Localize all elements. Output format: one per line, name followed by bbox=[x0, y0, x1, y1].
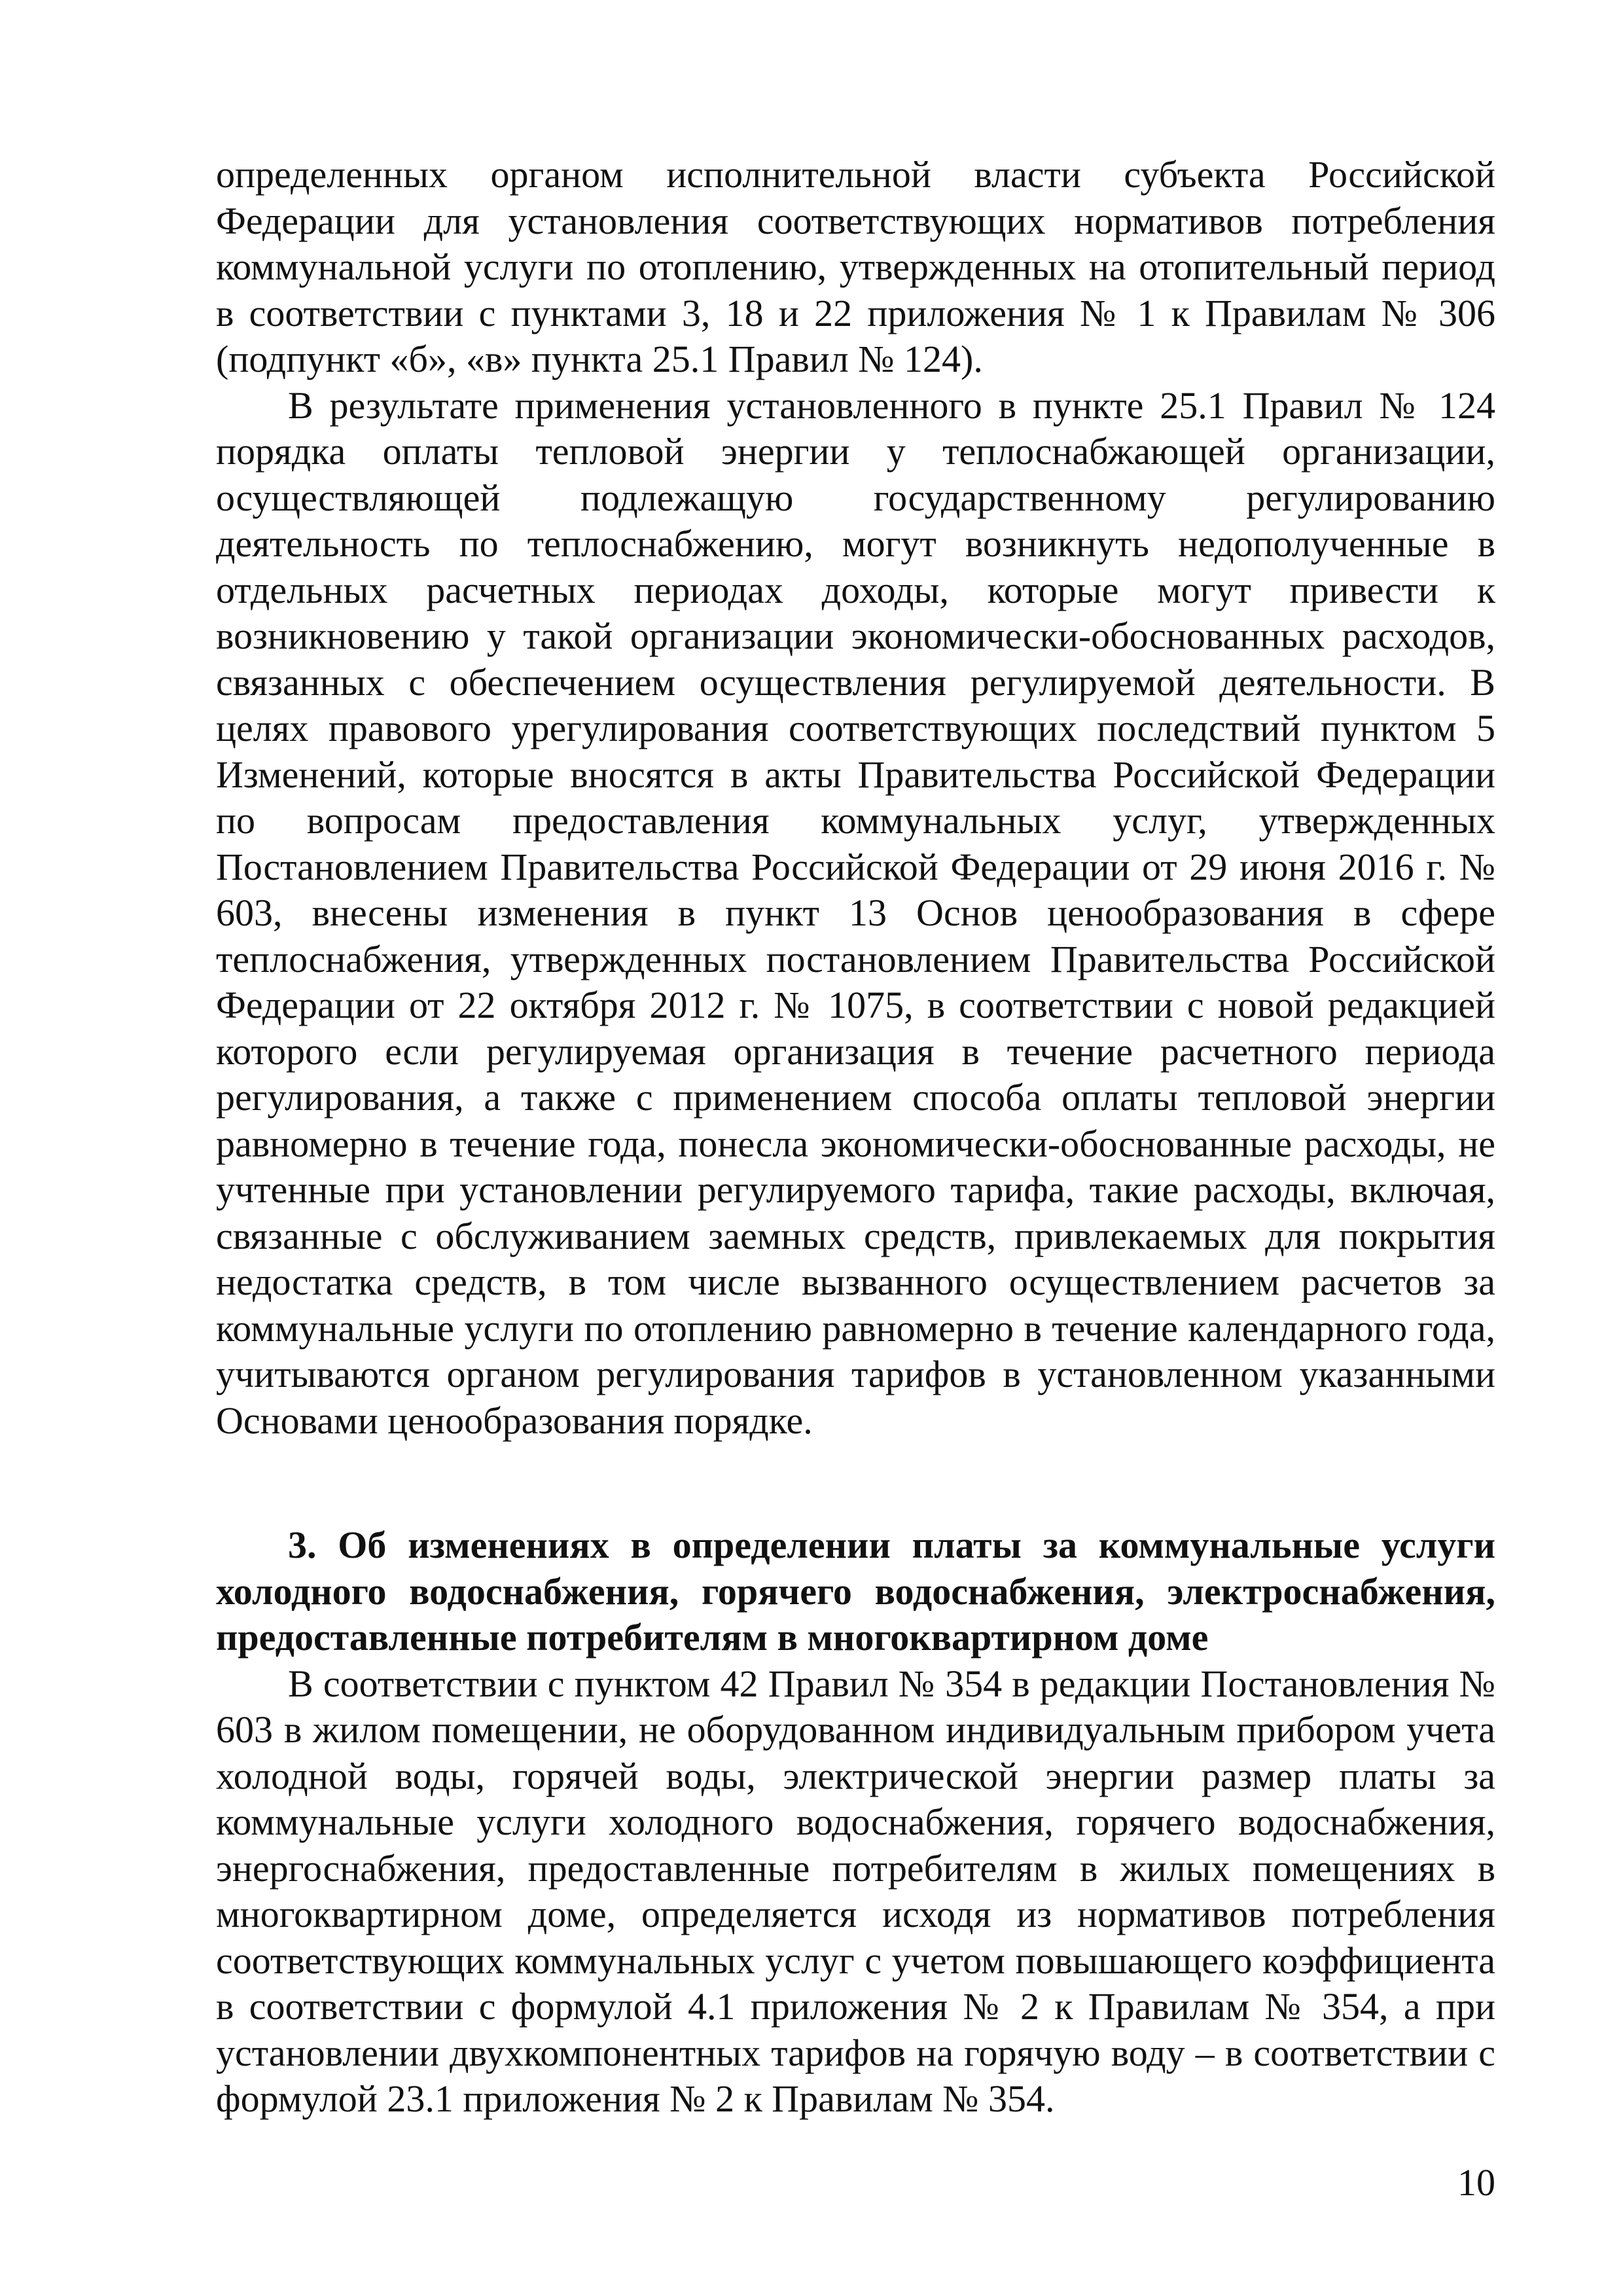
paragraph-heat-payment: В результате применения установленного в пункте 25.1 Правил № 124 порядка оплаты тепловой энергии у теплоснабжающей организации, осуществляющей подлежащую государственному регулированию деятельность по теплоснабжению, могут возникнуть недополученные в отдельных расчетных периодах доходы, которые могут привести к возникновению у такой организации экономически-обоснованных расходов, связанных с обеспечением осуществления регулируемой деятельности. В целях правового урегулирования соответствующих последствий пунктом 5 Изменений, которые вносятся в акты Правительства Российской Федерации по вопросам предоставления коммунальных услуг, утвержденных Постановлением Правительства Российской Федерации от 29 июня 2016 г. № 603, внесены изменения в пункт 13 Основ ценообразования в сфере теплоснабжения, утвержденных постановлением Правительства Российской Федерации от 22 октября 2012 г. № 1075, в соответствии с новой редакцией которого если регулируемая организация в течение расчетного периода регулирования, а также с применением способа оплаты тепловой энергии равномерно в течение года, понесла экономически-обоснованные расходы, не учтенные при установлении регулируемого тарифа, такие расходы, включая, связанные с обслуживанием заемных средств, привлекаемых для покрытия недостатка средств, в том числе вызванного осуществлением расчетов за коммунальные услуги по отоплению равномерно в течение календарного года, учитываются органом регулирования тарифов в установленном указанными Основами ценообразования порядке. bbox=[216, 384, 1495, 1442]
paragraph-section-3: В соответствии с пунктом 42 Правил № 354 в редакции Постановления № 603 в жилом помещении, не оборудованном индивидуальным прибором учета холодной воды, горячей воды, электрической энергии размер платы за коммунальные услуги холодного водоснабжения, горячего водоснабжения, энергоснабжения, предоставленные потребителям в жилых помещениях в многоквартирном доме, определяется исходя из нормативов потребления соответствующих коммунальных услуг с учетом повышающего коэффициента в соответствии с формулой 4.1 приложения № 2 к Правилам № 354, а при установлении двухкомпонентных тарифов на горячую воду – в соответствии с формулой 23.1 приложения № 2 к Правилам № 354. bbox=[216, 1662, 1495, 2120]
document-body bbox=[216, 152, 1495, 2123]
section-heading: 3. Об изменениях в определении платы за коммунальные услуги холодного водоснабжения, горячего водоснабжения, электроснабжения, предоставленные потребителям в многоквартирном доме bbox=[216, 1524, 1495, 1659]
page-number: 10 bbox=[1457, 2161, 1495, 2204]
paragraph-continuation: определенных органом исполнительной власти субъекта Российской Федерации для установления соответствующих нормативов потребления коммунальной услуги по отоплению, утвержденных на отопительный период в соответствии с пунктами 3, 18 и 22 приложения № 1 к Правилам № 306 (подпункт «б», «в» пункта 25.1 Правил № 124). bbox=[216, 153, 1495, 380]
